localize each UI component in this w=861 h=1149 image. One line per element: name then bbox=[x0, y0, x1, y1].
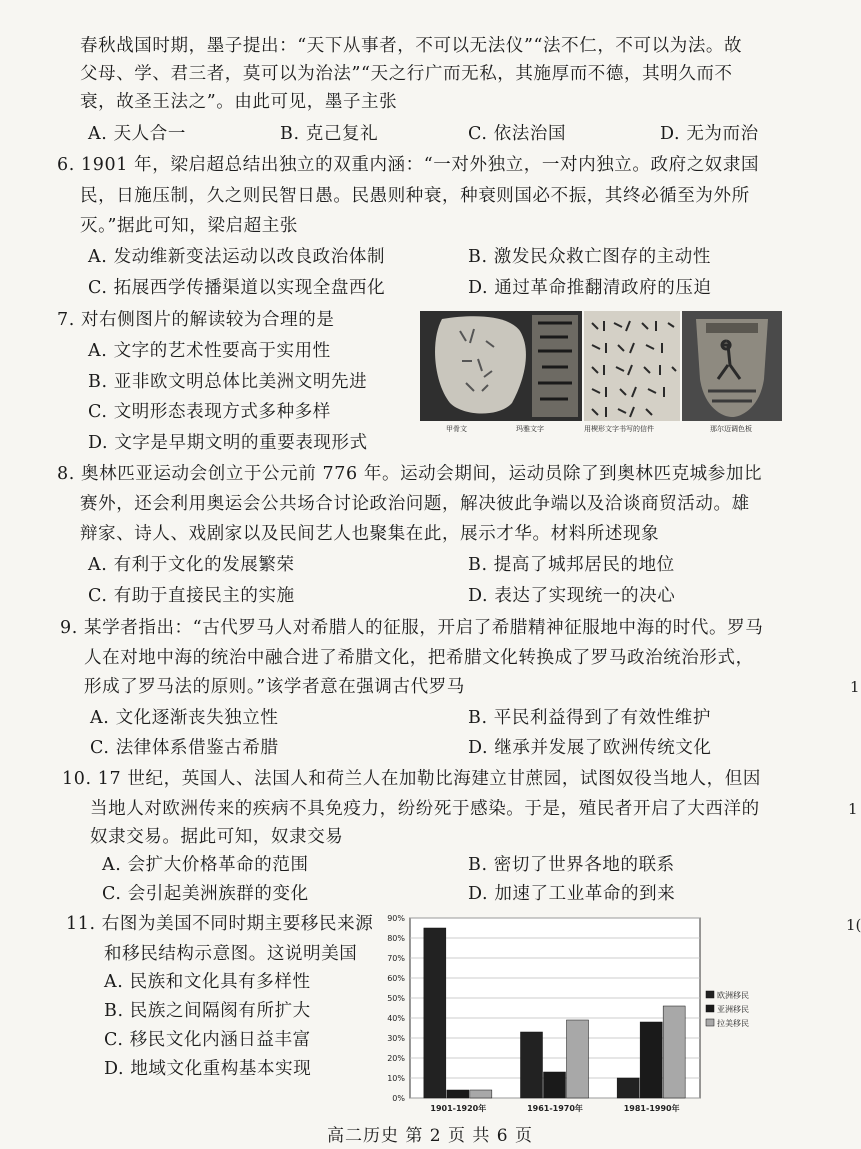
q7-option-d: D. 文字是早期文明的重要表现形式 bbox=[88, 433, 368, 453]
q8-line-2: 赛外，还会利用奥运会公共场合讨论政治问题，解决彼此争端以及洽谈商贸活动。雄 bbox=[80, 494, 750, 514]
bar bbox=[470, 1090, 492, 1098]
bar bbox=[447, 1090, 469, 1098]
cuneiform-letter-photo bbox=[584, 311, 680, 421]
q8-option-b: B. 提高了城邦居民的地位 bbox=[468, 555, 675, 575]
bar bbox=[567, 1020, 589, 1098]
q10-option-a: A. 会扩大价格革命的范围 bbox=[102, 855, 309, 875]
y-tick-label: 80% bbox=[387, 934, 405, 943]
legend-swatch bbox=[706, 1005, 714, 1012]
caption-oracle-bone: 甲骨文 bbox=[446, 425, 467, 433]
margin-mark-2: 1 bbox=[848, 800, 858, 818]
q5-option-c: C. 依法治国 bbox=[468, 124, 567, 144]
bar bbox=[424, 928, 446, 1098]
y-tick-label: 90% bbox=[387, 914, 405, 923]
legend-swatch bbox=[706, 991, 714, 998]
bar bbox=[617, 1078, 639, 1098]
y-tick-label: 50% bbox=[387, 994, 405, 1003]
legend-label: 亚洲移民 bbox=[717, 1005, 749, 1014]
q5-option-a: A. 天人合一 bbox=[88, 124, 186, 144]
q11-line-2: 和移民结构示意图。这说明美国 bbox=[104, 944, 358, 964]
q11-option-b: B. 民族之间隔阂有所扩大 bbox=[104, 1001, 311, 1021]
x-tick-label: 1961-1970年 bbox=[527, 1104, 583, 1113]
q6-line-3: 灭。”据此可知，梁启超主张 bbox=[80, 216, 298, 236]
q7-image-strip bbox=[420, 311, 782, 433]
q5-option-d: D. 无为而治 bbox=[660, 124, 759, 144]
x-tick-label: 1981-1990年 bbox=[623, 1104, 680, 1113]
legend-swatch bbox=[706, 1019, 714, 1026]
y-tick-label: 10% bbox=[387, 1074, 405, 1083]
q8-option-c: C. 有助于直接民主的实施 bbox=[88, 586, 295, 606]
q10-line-2: 当地人对欧洲传来的疾病不具免疫力，纷纷死于感染。于是，殖民者开启了大西洋的 bbox=[90, 799, 760, 819]
legend-label: 欧洲移民 bbox=[717, 991, 749, 1000]
x-tick-label: 1901-1920年 bbox=[430, 1104, 487, 1113]
margin-mark-3: 1( bbox=[846, 916, 861, 934]
page-footer: 高二历史 第 2 页 共 6 页 bbox=[326, 1126, 534, 1146]
q9-option-b: B. 平民利益得到了有效性维护 bbox=[468, 708, 711, 728]
y-tick-label: 0% bbox=[392, 1094, 405, 1103]
q7-stem: 7. 对右侧图片的解读较为合理的是 bbox=[57, 310, 335, 330]
q11-option-a: A. 民族和文化具有多样性 bbox=[104, 972, 311, 992]
q11-option-d: D. 地域文化重构基本实现 bbox=[104, 1059, 312, 1079]
q9-line-3: 形成了罗马法的原则。”该学者意在强调古代罗马 bbox=[84, 677, 465, 697]
q5-line-3: 衰，故圣王法之”。由此可见，墨子主张 bbox=[80, 92, 398, 112]
q11-line-1: 11. 右图为美国不同时期主要移民来源 bbox=[66, 914, 374, 934]
q5-option-b: B. 克己复礼 bbox=[280, 124, 379, 144]
q10-option-b: B. 密切了世界各地的联系 bbox=[468, 855, 675, 875]
q9-option-c: C. 法律体系借鉴古希腊 bbox=[90, 738, 279, 758]
bar bbox=[521, 1032, 543, 1098]
bar bbox=[640, 1022, 662, 1098]
q8-option-d: D. 表达了实现统一的决心 bbox=[468, 586, 676, 606]
oracle-bone-photo bbox=[420, 311, 582, 421]
immigration-chart bbox=[368, 908, 749, 1118]
q10-line-3: 奴隶交易。据此可知，奴隶交易 bbox=[90, 827, 344, 847]
q7-option-c: C. 文明形态表现方式多种多样 bbox=[88, 402, 331, 422]
q6-line-1: 6. 1901 年，梁启超总结出独立的双重内涵：“一对外独立，一对内独立。政府之奴隶国 bbox=[57, 155, 760, 175]
q9-line-2: 人在对地中海的统治中融合进了希腊文化，把希腊文化转换成了罗马政治统治形式， bbox=[84, 648, 754, 668]
q7-option-a: A. 文字的艺术性要高于实用性 bbox=[88, 341, 331, 361]
q6-option-d: D. 通过革命推翻清政府的压迫 bbox=[468, 278, 712, 298]
y-tick-label: 20% bbox=[387, 1054, 405, 1063]
q8-line-1: 8. 奥林匹亚运动会创立于公元前 776 年。运动会期间，运动员除了到奥林匹克城参加比 bbox=[57, 464, 763, 484]
q10-option-c: C. 会引起美洲族群的变化 bbox=[102, 884, 309, 904]
caption-maya-script: 玛雅文字 bbox=[516, 425, 544, 433]
q9-option-d: D. 继承并发展了欧洲传统文化 bbox=[468, 738, 712, 758]
q8-option-a: A. 有利于文化的发展繁荣 bbox=[88, 555, 295, 575]
narmer-palette-photo bbox=[682, 311, 782, 421]
margin-mark-1: 1 bbox=[850, 678, 860, 696]
q9-option-a: A. 文化逐渐丧失独立性 bbox=[90, 708, 279, 728]
q5-line-2: 父母、学、君三者，莫可以为治法”“天之行广而无私，其施厚而不德，其明久而不 bbox=[80, 64, 733, 84]
y-tick-label: 70% bbox=[387, 954, 405, 963]
q6-option-b: B. 激发民众救亡图存的主动性 bbox=[468, 247, 711, 267]
q6-line-2: 民，日施压制，久之则民智日愚。民愚则种衰，种衰则国必不振，其终必循至为外所 bbox=[80, 186, 750, 206]
q11-option-c: C. 移民文化内涵日益丰富 bbox=[104, 1030, 311, 1050]
q5-line-1: 春秋战国时期，墨子提出：“天下从事者，不可以无法仪”“法不仁，不可以为法。故 bbox=[80, 36, 743, 56]
q8-line-3: 辩家、诗人、戏剧家以及民间艺人也聚集在此，展示才华。材料所述现象 bbox=[80, 524, 660, 544]
q6-option-a: A. 发动维新变法运动以改良政治体制 bbox=[88, 247, 386, 267]
y-tick-label: 40% bbox=[387, 1014, 405, 1023]
q9-line-1: 9. 某学者指出：“古代罗马人对希腊人的征服，开启了希腊精神征服地中海的时代。罗马 bbox=[60, 618, 764, 638]
q10-line-1: 10. 17 世纪，英国人、法国人和荷兰人在加勒比海建立甘蔗园，试图奴役当地人，但因 bbox=[62, 769, 761, 789]
y-tick-label: 60% bbox=[387, 974, 405, 983]
q6-option-c: C. 拓展西学传播渠道以实现全盘西化 bbox=[88, 278, 386, 298]
y-tick-label: 30% bbox=[387, 1034, 405, 1043]
legend-label: 拉美移民 bbox=[717, 1019, 749, 1028]
caption-narmer-palette: 那尔迈调色板 bbox=[710, 425, 752, 433]
caption-cuneiform-letter: 用楔形文字书写的信件 bbox=[584, 425, 654, 433]
q7-option-b: B. 亚非欧文明总体比美洲文明先进 bbox=[88, 372, 368, 392]
bar bbox=[544, 1072, 566, 1098]
bar bbox=[663, 1006, 685, 1098]
q10-option-d: D. 加速了工业革命的到来 bbox=[468, 884, 676, 904]
